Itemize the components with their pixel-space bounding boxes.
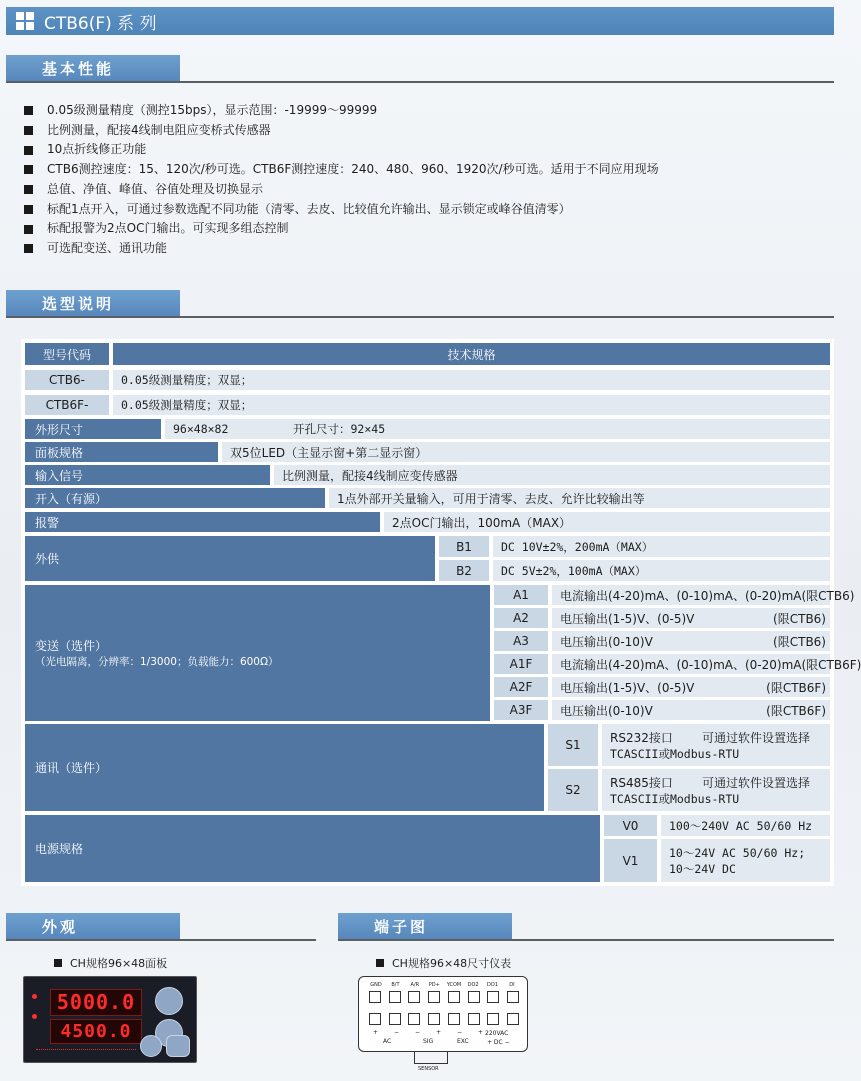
polarity-mark: − xyxy=(393,1029,400,1036)
header-code: 型号代码 xyxy=(25,343,109,365)
terminal-caption: CH规格96×48尺寸仪表 xyxy=(376,955,511,971)
enter-key-icon xyxy=(166,1035,190,1057)
section-divider xyxy=(338,939,834,941)
terminal-screw-icon xyxy=(507,1013,519,1025)
terminal-screw-icon xyxy=(408,1013,420,1025)
feature-item: 10点折线修正功能 xyxy=(24,140,659,160)
section-divider xyxy=(6,316,834,318)
row-size-value: 96×48×82 开孔尺寸：92×45 xyxy=(165,419,830,439)
bullet-icon xyxy=(24,244,33,253)
terminal-screw-icon xyxy=(507,991,519,1003)
label-sig: SIG xyxy=(423,1038,434,1045)
polarity-mark: + xyxy=(435,1029,441,1036)
title-bar xyxy=(6,7,834,35)
feature-item: 标配1点开入，可通过参数选配不同功能（清零、去皮、比较值允许输出、显示锁定或峰谷值清零） xyxy=(24,200,659,220)
code-a3: A3 xyxy=(494,631,548,651)
code-a2: A2 xyxy=(494,608,548,628)
row-panel-label: 面板规格 xyxy=(25,442,218,462)
row-input-label: 输入信号 xyxy=(25,465,270,485)
terminal-screw-icon xyxy=(428,991,440,1003)
spec-v1: 10～24V AC 50/60 Hz; 10～24V DC xyxy=(661,839,830,882)
bullet-icon xyxy=(24,205,33,214)
model-ctb6-spec: 0.05级测量精度；双显； xyxy=(113,370,830,390)
windows-logo-icon xyxy=(16,12,34,30)
terminal-screw-icon xyxy=(468,991,480,1003)
spec-a2: 电压输出(1-5)V、(0-5)V (限CTB6) xyxy=(552,608,830,628)
spec-table xyxy=(21,339,861,886)
row-transmit-label: 变送（选件） （光电隔离，分辨率：1/3000；负载能力：600Ω） xyxy=(25,585,490,721)
terminal-screw-icon xyxy=(468,1013,480,1025)
terminal-screw-icon xyxy=(428,1013,440,1025)
terminal-diagram xyxy=(358,976,528,1052)
spec-v0: 100～240V AC 50/60 Hz xyxy=(661,815,830,836)
feature-list xyxy=(24,101,659,259)
model-ctb6f-spec: 0.05级测量精度；双显； xyxy=(113,395,830,415)
sensor-bracket xyxy=(414,1052,448,1064)
terminal-screw-icon xyxy=(389,991,401,1003)
meter-panel-image xyxy=(23,976,197,1063)
main-display: 5000.0 xyxy=(56,990,136,1014)
code-a3f: A3F xyxy=(494,700,548,720)
code-a1f: A1F xyxy=(494,654,548,674)
spec-a3f: 电压输出(0-10)V (限CTB6F) xyxy=(552,700,830,720)
row-power-label: 电源规格 xyxy=(25,815,600,882)
code-a2f: A2F xyxy=(494,677,548,697)
terminal-label: DO2 xyxy=(467,982,479,988)
terminal-label: A/R xyxy=(410,982,420,988)
bullet-icon xyxy=(376,959,384,967)
section-tab-model: 选型说明 xyxy=(6,290,180,316)
bullet-icon xyxy=(24,146,33,155)
row-switch-value: 1点外部开关量输入，可用于清零、去皮、允许比较输出等 xyxy=(329,488,830,508)
spec-b2: DC 5V±2%，100mA（MAX） xyxy=(493,560,830,581)
set-key-icon xyxy=(140,1035,162,1057)
appearance-caption: CH规格96×48面板 xyxy=(54,955,167,971)
spec-a1f: 电流输出(4-20)mA、(0-10)mA、(0-20)mA (限CTB6F) xyxy=(552,654,830,674)
spec-a3: 电压输出(0-10)V (限CTB6) xyxy=(552,631,830,651)
label-exc: EXC xyxy=(457,1038,469,1045)
section-tab-basic: 基本性能 xyxy=(6,55,180,81)
bullet-icon xyxy=(24,185,33,194)
label-sensor: SENSOR xyxy=(418,1066,439,1072)
feature-item: 可选配变送、通讯功能 xyxy=(24,239,659,259)
terminal-screw-icon xyxy=(389,1013,401,1025)
row-input-value: 比例测量，配接4线制应变传感器 xyxy=(274,465,830,485)
code-s1: S1 xyxy=(548,724,598,766)
spec-s1: RS232接口 可通过软件设置选择 TCASCII或Modbus-RTU xyxy=(602,724,830,766)
spec-a1: 电流输出(4-20)mA、(0-10)mA、(0-20)mA (限CTB6) xyxy=(552,585,830,605)
bullet-icon xyxy=(24,165,33,174)
terminal-label: B/T xyxy=(391,982,400,988)
row-supply-label: 外供 xyxy=(25,536,435,581)
row-panel-value: 双5位LED（主显示窗+第二显示窗） xyxy=(222,442,830,462)
spec-a2f: 电压输出(1-5)V、(0-5)V (限CTB6F) xyxy=(552,677,830,697)
terminal-screw-icon xyxy=(448,991,460,1003)
terminal-screw-icon xyxy=(448,1013,460,1025)
row-alarm-label: 报警 xyxy=(25,512,380,532)
second-display: 4500.0 xyxy=(60,1021,132,1042)
terminal-screw-icon xyxy=(487,991,499,1003)
code-b2: B2 xyxy=(439,560,489,581)
model-ctb6: CTB6- xyxy=(25,370,109,390)
polarity-mark: + xyxy=(373,1029,379,1036)
section-divider xyxy=(6,939,316,941)
bullet-icon xyxy=(54,959,62,967)
terminal-screw-icon xyxy=(369,1013,381,1025)
terminal-label: DO1 xyxy=(487,982,499,988)
code-s2: S2 xyxy=(548,769,598,811)
feature-item: 标配报警为2点OC门输出。可实现多组态控制 xyxy=(24,219,659,239)
spec-b1: DC 10V±2%，200mA（MAX） xyxy=(493,536,830,557)
terminal-label: YCOM xyxy=(446,982,462,988)
polarity-mark: − xyxy=(414,1029,420,1036)
terminal-label: GND xyxy=(370,982,382,988)
code-b1: B1 xyxy=(439,536,489,557)
row-alarm-value: 2点OC门输出，100mA（MAX） xyxy=(384,512,830,532)
section-tab-appearance: 外观 xyxy=(6,913,180,939)
polarity-mark: + xyxy=(477,1029,483,1036)
section-divider xyxy=(6,81,834,83)
section-tab-terminal: 端子图 xyxy=(338,913,512,939)
feature-item: 比例测量，配接4线制电阻应变桥式传感器 xyxy=(24,121,659,141)
feature-item: CTB6测控速度：15、120次/秒可选。CTB6F测控速度：240、480、960、1920次/秒可选。适用于不同应用现场 xyxy=(24,160,659,180)
terminal-label: PD+ xyxy=(428,982,440,988)
terminal-screw-icon xyxy=(369,991,381,1003)
bullet-icon xyxy=(24,106,33,115)
header-spec: 技术规格 xyxy=(113,343,830,365)
model-ctb6f: CTB6F- xyxy=(25,395,109,415)
code-v0: V0 xyxy=(604,815,657,836)
terminal-screw-icon xyxy=(487,1013,499,1025)
bullet-icon xyxy=(24,225,33,234)
page-title: CTB6(F) 系 列 xyxy=(44,13,157,34)
code-a1: A1 xyxy=(494,585,548,605)
up-key-icon xyxy=(155,987,183,1015)
bullet-icon xyxy=(24,126,33,135)
feature-item: 总值、净值、峰值、谷值处理及切换显示 xyxy=(24,180,659,200)
terminal-screw-icon xyxy=(408,991,420,1003)
polarity-mark: − xyxy=(456,1029,462,1036)
label-dc: + DC − xyxy=(487,1039,510,1046)
code-v1: V1 xyxy=(604,839,657,882)
spec-s2: RS485接口 可通过软件设置选择 TCASCII或Modbus-RTU xyxy=(602,769,830,811)
row-switch-label: 开入（有源） xyxy=(25,488,325,508)
label-ac: AC xyxy=(383,1038,392,1045)
terminal-label: DI xyxy=(509,982,515,988)
row-size-label: 外形尺寸 xyxy=(25,419,161,439)
feature-item: 0.05级测量精度（测控15bps），显示范围：-19999～99999 xyxy=(24,101,659,121)
label-220vac: 220VAC xyxy=(485,1030,509,1037)
row-comm-label: 通讯（选件） xyxy=(25,724,544,811)
